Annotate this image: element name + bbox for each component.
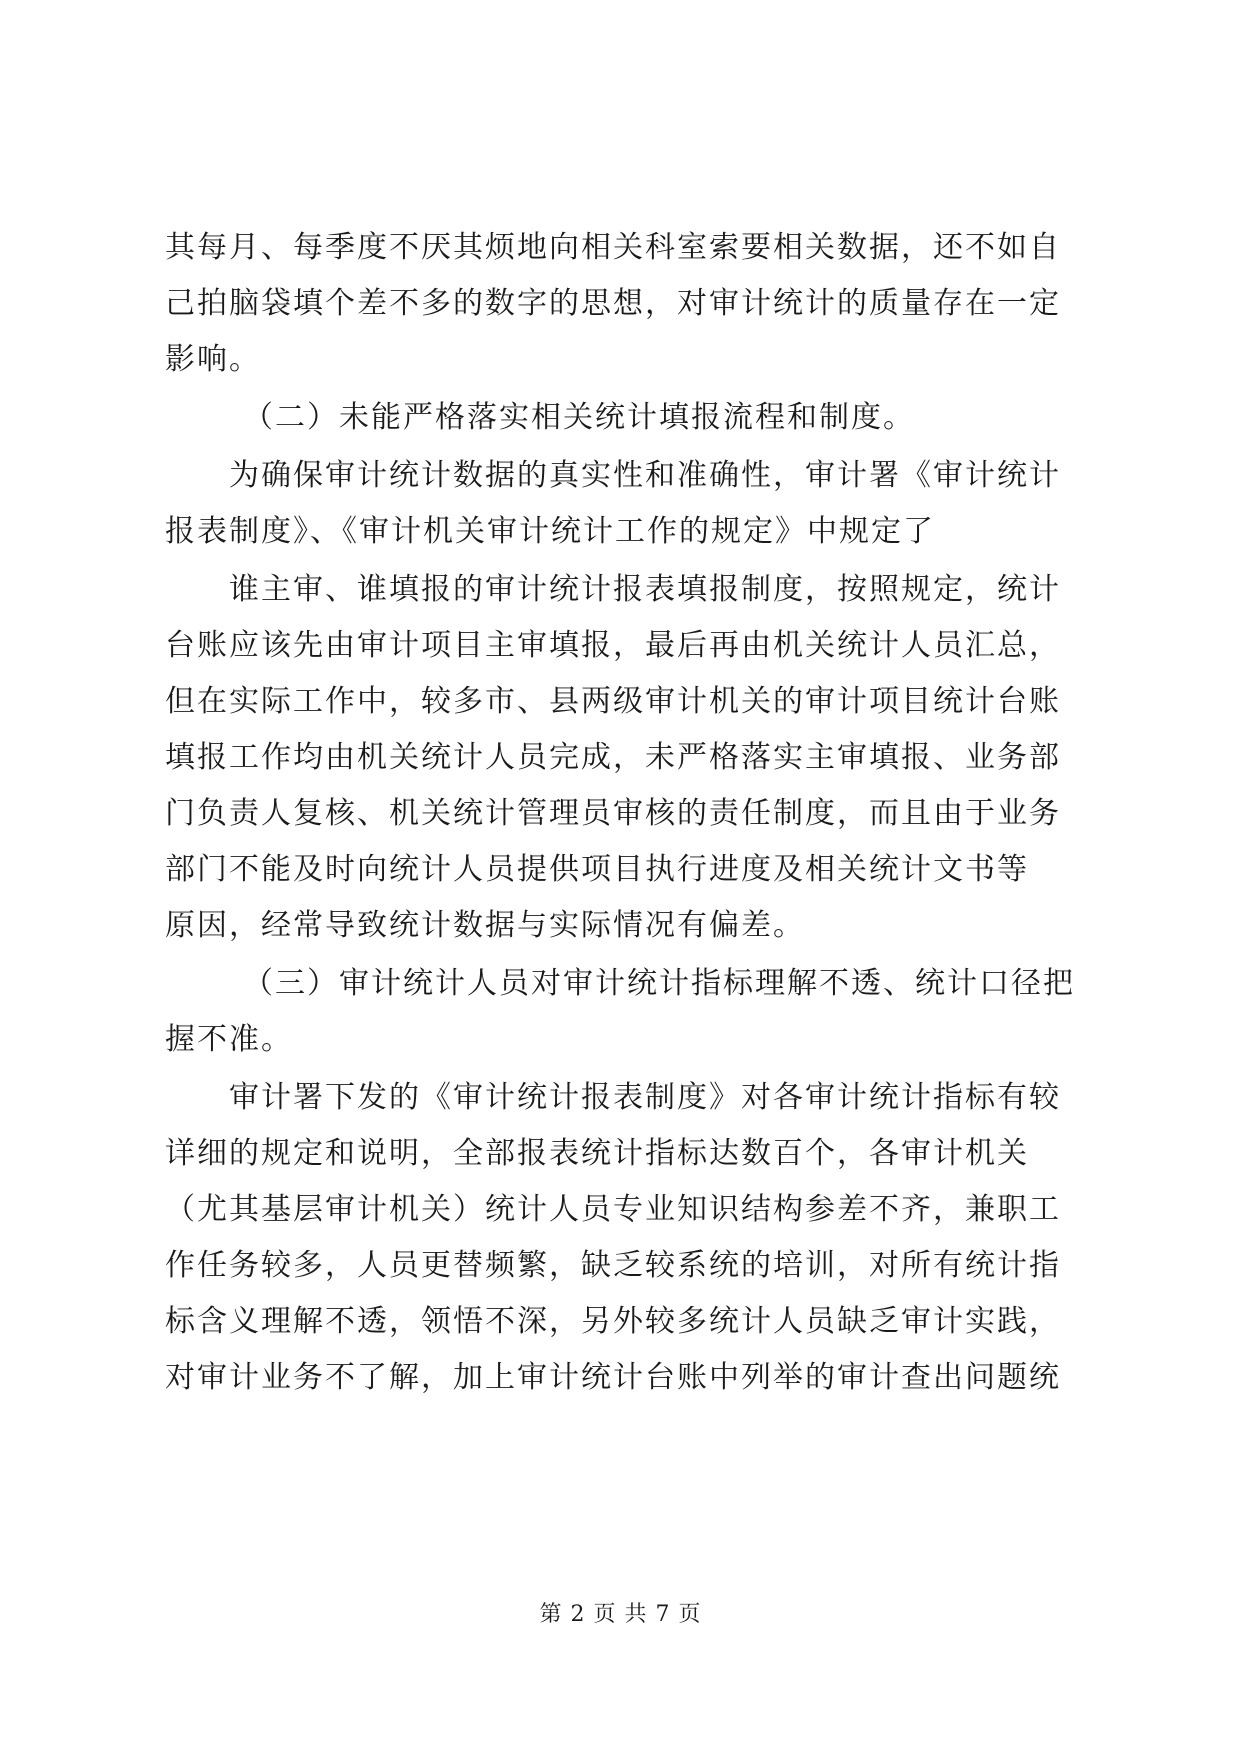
text-line: 部门不能及时向统计人员提供项目执行进度及相关统计文书等 [165,852,1029,887]
text-line: 报表制度》、《审计机关审计统计工作的规定》中规定了 [165,514,935,549]
text-line: 己拍脑袋填个差不多的数字的思想，对审计统计的质量存在一定 [165,286,1061,321]
text-line: 详细的规定和说明，全部报表统计指标达数百个，各审计机关 [165,1136,1029,1171]
text-line: 标含义理解不透，领悟不深，另外较多统计人员缺乏审计实践， [165,1304,1061,1339]
text-line: 门负责人复核、机关统计管理员审核的责任制度，而且由于业务 [165,796,1061,831]
text-line: 台账应该先由审计项目主审填报，最后再由机关统计人员汇总， [165,628,1061,663]
text-line: 对审计业务不了解，加上审计统计台账中列举的审计查出问题统 [165,1360,1061,1395]
page-number-footer: 第 2 页 共 7 页 [539,1602,702,1627]
text-line: 影响。 [165,342,261,377]
section-heading: （三）审计统计人员对审计统计指标理解不透、统计口径把 [243,966,1075,1001]
text-line: 为确保审计统计数据的真实性和准确性，审计署《审计统计 [229,458,1061,493]
text-line: 填报工作均由机关统计人员完成，未严格落实主审填报、业务部 [165,740,1061,775]
text-line: （尤其基层审计机关）统计人员专业知识结构参差不齐，兼职工 [165,1192,1061,1227]
section-heading: （二）未能严格落实相关统计填报流程和制度。 [243,400,915,435]
text-line: 谁主审、谁填报的审计统计报表填报制度，按照规定，统计 [229,572,1061,607]
text-line: 审计署下发的《审计统计报表制度》对各审计统计指标有较 [229,1080,1061,1115]
text-line: 原因，经常导致统计数据与实际情况有偏差。 [165,908,805,943]
text-line: 握不准。 [165,1022,293,1057]
text-line: 作任务较多，人员更替频繁，缺乏较系统的培训，对所有统计指 [165,1248,1061,1283]
text-line: 其每月、每季度不厌其烦地向相关科室索要相关数据，还不如自 [165,230,1061,265]
text-line: 但在实际工作中，较多市、县两级审计机关的审计项目统计台账 [165,684,1061,719]
